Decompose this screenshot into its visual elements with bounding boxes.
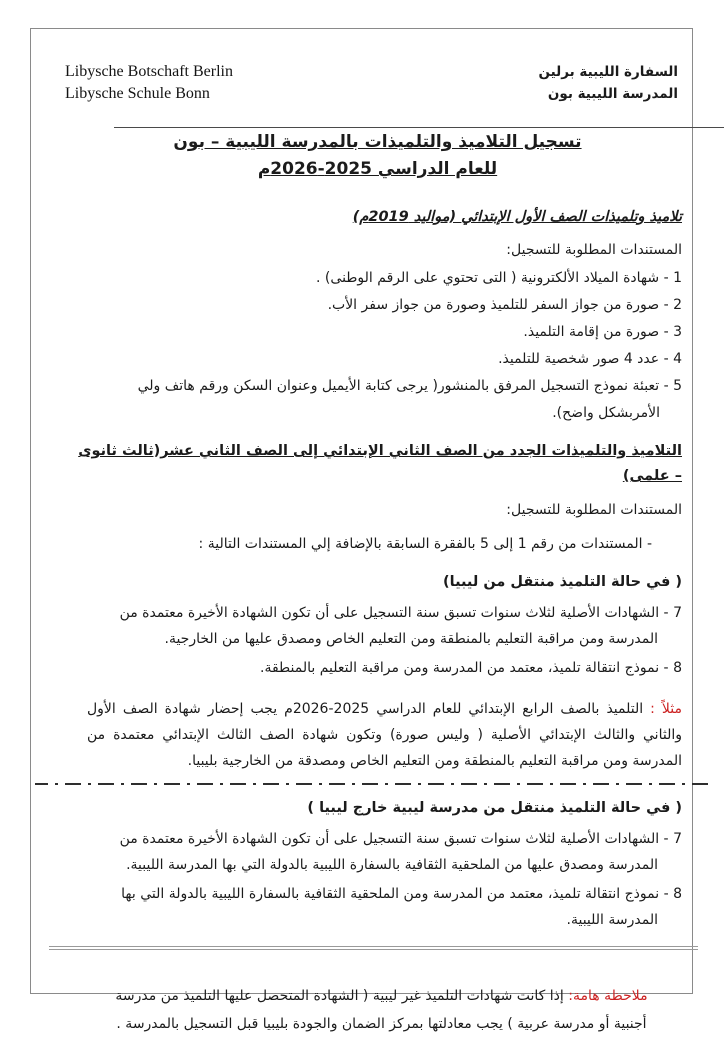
section1-document-list [73, 265, 682, 427]
document-title-line2: للعام الدراسي 2025-2026م [257, 159, 498, 179]
list-item: 8 - نموذج انتقالة تلميذ، معتمد من المدرسة ومن مراقبة التعليم بالمنطقة. [260, 660, 682, 676]
header-divider-line [114, 127, 724, 128]
document-title-line1: تسجيل التلاميذ والتلميذات بالمدرسة الليبية – بون [173, 132, 582, 152]
example-label: مثلاً : [650, 701, 682, 717]
header-arabic [539, 61, 678, 105]
important-note-text: إذا كانت شهادات التلميذ غير ليبية ( الشهادة المتحصل عليها التلميذ من مدرسة أجنبية أو مدرسة عربية ) يجب معادلتها بمركز الضمان والجودة بليبيا قبل التسجيل بالمدرسة . [115, 988, 647, 1032]
important-note-label: ملاحظة هامة: [568, 988, 648, 1004]
case2-heading: ( في حالة التلميذ منتقل من مدرسة ليبية خارج ليبيا ) [307, 800, 682, 816]
document-body [31, 129, 692, 1038]
header-arabic-line2: المدرسة الليبية بون [547, 86, 678, 102]
list-item: 7 - الشهادات الأصلية لثلاث سنوات تسبق سنة التسجيل على أن تكون الشهادة الأخيرة معتمدة من المدرسة ومن مراقبة التعليم بالمنطقة ومن التعليم الخاص ومصدق عليها من الخارجية. [119, 605, 682, 647]
document-title [73, 129, 682, 183]
list-item: 4 - عدد 4 صور شخصية للتلميذ. [498, 351, 682, 367]
list-item: 7 - الشهادات الأصلية لثلاث سنوات تسبق سنة التسجيل على أن تكون الشهادة الأخيرة معتمدة من المدرسة ومصدق عليها من الملحقية الثقافية بالسفارة الليبية بالدولة التي بها المدرسة الليبية. [119, 831, 682, 873]
section2-heading: التلاميذ والتلميذات الجدد من الصف الثاني الإبتدائي إلى الصف الثاني عشر(ثالث ثانوى – علمى) [78, 443, 682, 484]
section2-required-label: المستندات المطلوبة للتسجيل: [506, 502, 682, 518]
example-paragraph [73, 696, 682, 774]
header-german-line2: Libysche Schule Bonn [65, 85, 210, 102]
header-german-line1: Libysche Botschaft Berlin [65, 63, 233, 80]
example-text: التلميذ بالصف الرابع الإبتدائي للعام الدراسي 2025-2026م يجب إحضار شهادة الصف الأول والثاني والثالث الإبتدائي الأصلية ( وليس صورة) وتكون شهادة الصف الثالث الإبتدائي معتمدة من المدرسة ومن مراقبة التعليم بالمنطقة ومن التعليم الخاص ومصدقة من الخارجية بليبيا. [87, 701, 682, 769]
list-item: 2 - صورة من جواز السفر للتلميذ وصورة من جواز سفر الأب. [327, 297, 682, 313]
section1-required-label: المستندات المطلوبة للتسجيل: [506, 242, 682, 258]
section1-heading: تلاميذ وتلميذات الصف الأول الإبتدائي (مواليد 2019م) [352, 209, 682, 225]
document-header [31, 29, 692, 105]
case1-document-list [73, 600, 682, 681]
important-note [73, 982, 682, 1038]
case1-heading: ( في حالة التلميذ منتقل من ليبيا) [443, 574, 682, 590]
case2-document-list [73, 826, 682, 933]
list-item: 3 - صورة من إقامة التلميذ. [523, 324, 682, 340]
document-page [30, 28, 693, 1032]
dash-dot-divider [35, 783, 708, 785]
header-german [65, 61, 233, 105]
list-item: 5 - تعبئة نموذج التسجيل المرفق بالمنشور( يرجى كتابة الأيميل وعنوان السكن ورقم هاتف ولي الأمربشكل واضح). [137, 378, 682, 421]
section2-bullet-note: - المستندات من رقم 1 إلى 5 بالفقرة السابقة بالإضافة إلي المستندات التالية : [198, 536, 652, 552]
double-line-divider [49, 946, 698, 950]
header-arabic-line1: السفارة الليبية برلين [538, 64, 678, 80]
list-item: 8 - نموذج انتقالة تلميذ، معتمد من المدرسة ومن الملحقية الثقافية بالسفارة الليبية بالدولة التي بها المدرسة الليبية. [121, 886, 682, 928]
list-item: 1 - شهادة الميلاد الألكترونية ( التى تحتوي على الرقم الوطنى) . [316, 270, 682, 286]
